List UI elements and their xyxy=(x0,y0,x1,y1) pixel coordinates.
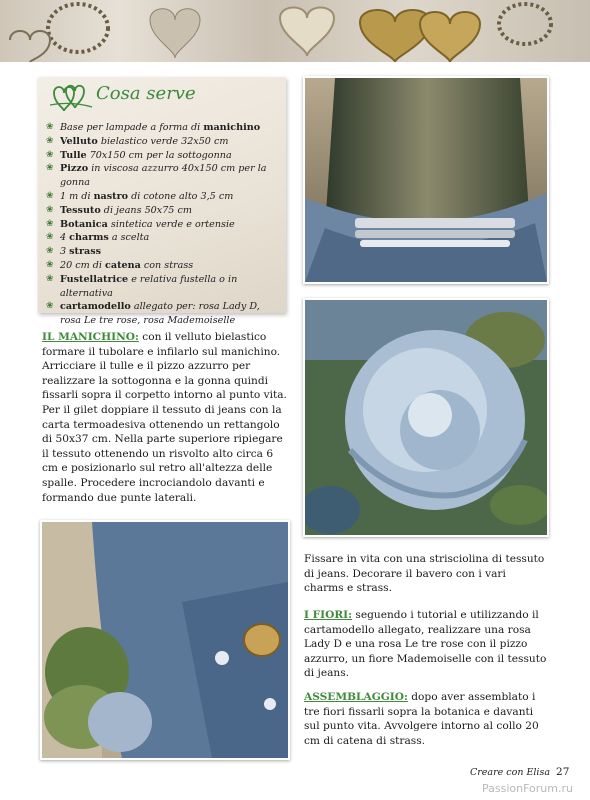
list-item: ❀ Fustellatrice e relativa fustella o in alternativa xyxy=(46,273,282,301)
card-title: Cosa serve xyxy=(96,83,196,104)
watermark: PassionForum.ru xyxy=(482,782,573,795)
list-item: ❀ Pizzo in viscosa azzurro 40x150 cm per la gonna xyxy=(46,162,282,190)
manichino-heading: IL MANICHINO: xyxy=(42,331,139,343)
list-item: ❀ cartamodello allegato per: rosa Lady D, rosa Le tre rose, rosa Mademoiselle xyxy=(46,300,282,328)
velvet-bodice-image xyxy=(305,78,547,282)
page-footer xyxy=(470,766,569,778)
fiori-paragraph xyxy=(304,608,548,681)
list-item: ❀ 1 m di nastro di cotone alto 3,5 cm xyxy=(46,190,282,204)
photo-lace-rose xyxy=(303,298,549,537)
page-number: 27 xyxy=(556,766,570,778)
assemblaggio-heading: ASSEMBLAGGIO: xyxy=(304,691,408,703)
list-item: ❀ Tulle 70x150 cm per la sottogonna xyxy=(46,149,282,163)
lace-rose-image xyxy=(305,300,547,535)
list-item: ❀ Botanica sintetica verde e ortensie xyxy=(46,218,282,232)
list-item: ❀ Velluto bielastico verde 32x50 cm xyxy=(46,135,282,149)
list-item: ❀ 4 charms a scelta xyxy=(46,231,282,245)
hearts-logo-icon xyxy=(48,81,94,113)
photo-velvet-bodice xyxy=(303,76,549,284)
materials-list xyxy=(46,121,282,328)
list-item: ❀ Tessuto di jeans 50x75 cm xyxy=(46,204,282,218)
fiori-heading: I FIORI: xyxy=(304,609,353,621)
denim-collar-image xyxy=(42,522,288,758)
top-banner xyxy=(0,0,590,62)
assemblaggio-paragraph xyxy=(304,690,548,748)
manichino-body: con il velluto bielastico formare il tubolare e infilarlo sul manichino. Arricciare il tulle e il pizzo azzurro per realizzare la sottogonna e la gonna quindi fissarli sopra il corpetto intorno al punto vita. Per il gilet doppiare il tessuto di jeans con la carta termoadesiva ottenendo un rettangolo di 50x37 cm. Nella parte superiore ripiegare il tessuto ottenendo un risvolto alto circa 6 cm e posizionarlo sul retro all'altezza delle spalle. Procedere incrociandolo davanti e formando due punte laterali. xyxy=(42,331,287,504)
assemblaggio-body: dopo aver assemblato i tre fiori fissarli sopra la botanica e davanti sul punto vita. Avvolgere intorno al collo 20 cm di catena di strass. xyxy=(304,691,539,747)
fissare-paragraph xyxy=(304,552,548,596)
banner-ornaments xyxy=(0,0,590,62)
list-item: ❀ 3 strass xyxy=(46,245,282,259)
fiori-body: seguendo i tutorial e utilizzando il cartamodello allegato, realizzare una rosa Lady D e una rosa Le tre rose con il pizzo azzurro, un fiore Mademoiselle con il tessuto di jeans. xyxy=(304,609,547,680)
magazine-name: Creare con Elisa xyxy=(470,767,551,778)
list-item: ❀ Base per lampade a forma di manichino xyxy=(46,121,282,135)
fissare-body: Fissare in vita con una strisciolina di tessuto di jeans. Decorare il bavero con i vari charms e strass. xyxy=(304,553,545,595)
materials-card xyxy=(38,77,286,327)
manichino-paragraph xyxy=(42,330,288,505)
list-item: ❀ 20 cm di catena con strass xyxy=(46,259,282,273)
photo-denim-collar xyxy=(40,520,290,760)
